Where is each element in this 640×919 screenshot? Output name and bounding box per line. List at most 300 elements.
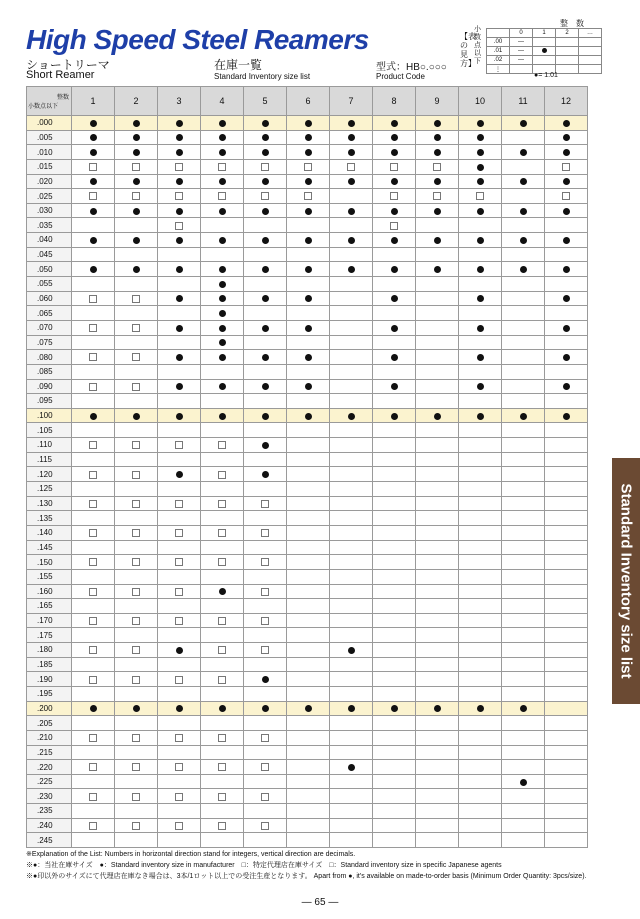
- agent-stock-square: [175, 588, 183, 596]
- grid-cell: [459, 247, 502, 262]
- in-stock-dot: [305, 705, 312, 712]
- agent-stock-square: [89, 192, 97, 200]
- agent-stock-square: [132, 617, 140, 625]
- agent-stock-square: [218, 500, 226, 508]
- row-label: .215: [27, 745, 72, 760]
- grid-cell: [72, 452, 115, 467]
- grid-cell: [330, 482, 373, 497]
- grid-cell: [545, 657, 588, 672]
- in-stock-dot: [262, 149, 269, 156]
- agent-stock-square: [89, 383, 97, 391]
- in-stock-dot: [434, 178, 441, 185]
- grid-cell: [72, 438, 115, 453]
- grid-cell: [158, 320, 201, 335]
- grid-cell: [330, 218, 373, 233]
- in-stock-dot: [262, 383, 269, 390]
- grid-cell: [545, 116, 588, 131]
- table-row: [27, 613, 588, 628]
- grid-cell: [72, 774, 115, 789]
- grid-cell: [502, 203, 545, 218]
- grid-cell: [502, 262, 545, 277]
- grid-cell: [72, 467, 115, 482]
- grid-cell: [244, 730, 287, 745]
- row-label: .185: [27, 657, 72, 672]
- in-stock-dot: [305, 266, 312, 273]
- grid-cell: [158, 482, 201, 497]
- grid-cell: [201, 496, 244, 511]
- agent-stock-square: [175, 617, 183, 625]
- grid-cell: [115, 833, 158, 848]
- grid-cell: [244, 203, 287, 218]
- table-row: [27, 174, 588, 189]
- grid-cell: [545, 774, 588, 789]
- agent-stock-square: [132, 441, 140, 449]
- grid-cell: [158, 116, 201, 131]
- grid-cell: [115, 291, 158, 306]
- grid-cell: [416, 701, 459, 716]
- row-label: .020: [27, 174, 72, 189]
- grid-cell: [373, 818, 416, 833]
- grid-cell: [373, 350, 416, 365]
- grid-cell: [201, 525, 244, 540]
- in-stock-dot: [133, 178, 140, 185]
- grid-cell: [115, 745, 158, 760]
- in-stock-dot: [176, 471, 183, 478]
- product-code-en: Product Code: [376, 72, 425, 81]
- column-header: 5: [244, 87, 287, 116]
- grid-cell: [545, 159, 588, 174]
- column-header: 1: [72, 87, 115, 116]
- in-stock-dot: [563, 178, 570, 185]
- in-stock-dot: [90, 178, 97, 185]
- grid-cell: [244, 569, 287, 584]
- grid-cell: [416, 686, 459, 701]
- agent-stock-square: [175, 441, 183, 449]
- grid-cell: [115, 350, 158, 365]
- grid-cell: [287, 760, 330, 775]
- grid-cell: [502, 613, 545, 628]
- grid-cell: [459, 379, 502, 394]
- grid-cell: [72, 247, 115, 262]
- grid-cell: [330, 423, 373, 438]
- grid-cell: [502, 701, 545, 716]
- grid-cell: [416, 379, 459, 394]
- agent-stock-square: [175, 822, 183, 830]
- grid-cell: [158, 247, 201, 262]
- column-header: 4: [201, 87, 244, 116]
- grid-cell: [459, 760, 502, 775]
- row-label: .130: [27, 496, 72, 511]
- in-stock-dot: [348, 208, 355, 215]
- in-stock-dot: [391, 237, 398, 244]
- grid-cell: [72, 745, 115, 760]
- grid-cell: [459, 350, 502, 365]
- grid-cell: [287, 599, 330, 614]
- table-row: [27, 189, 588, 204]
- grid-cell: [115, 189, 158, 204]
- grid-cell: [459, 599, 502, 614]
- grid-cell: [72, 525, 115, 540]
- agent-stock-square: [132, 353, 140, 361]
- grid-cell: [244, 789, 287, 804]
- grid-cell: [373, 730, 416, 745]
- agent-stock-square: [261, 192, 269, 200]
- grid-cell: [373, 423, 416, 438]
- grid-cell: [244, 701, 287, 716]
- in-stock-dot: [219, 237, 226, 244]
- in-stock-dot: [219, 134, 226, 141]
- in-stock-dot: [477, 178, 484, 185]
- column-header: 7: [330, 87, 373, 116]
- in-stock-dot: [477, 120, 484, 127]
- grid-cell: [72, 540, 115, 555]
- grid-cell: [244, 130, 287, 145]
- grid-cell: [244, 760, 287, 775]
- grid-cell: [330, 804, 373, 819]
- in-stock-dot: [219, 149, 226, 156]
- grid-cell: [502, 686, 545, 701]
- grid-cell: [115, 174, 158, 189]
- in-stock-dot: [520, 178, 527, 185]
- agent-stock-square: [132, 471, 140, 479]
- row-label: .050: [27, 262, 72, 277]
- in-stock-dot: [305, 178, 312, 185]
- grid-cell: [115, 218, 158, 233]
- grid-cell: [115, 701, 158, 716]
- grid-cell: [459, 277, 502, 292]
- in-stock-dot: [348, 413, 355, 420]
- grid-cell: [330, 599, 373, 614]
- grid-cell: [416, 628, 459, 643]
- in-stock-dot: [391, 149, 398, 156]
- grid-cell: [244, 628, 287, 643]
- grid-cell: [330, 511, 373, 526]
- grid-cell: [545, 599, 588, 614]
- grid-cell: [201, 701, 244, 716]
- table-row: [27, 730, 588, 745]
- grid-cell: [373, 233, 416, 248]
- grid-cell: [72, 320, 115, 335]
- in-stock-dot: [176, 237, 183, 244]
- row-label: .075: [27, 335, 72, 350]
- grid-cell: [502, 335, 545, 350]
- agent-stock-square: [261, 529, 269, 537]
- grid-cell: [72, 833, 115, 848]
- table-row: [27, 159, 588, 174]
- grid-cell: [459, 511, 502, 526]
- grid-cell: [115, 203, 158, 218]
- grid-cell: [416, 643, 459, 658]
- grid-cell: [545, 833, 588, 848]
- agent-stock-square: [261, 793, 269, 801]
- grid-cell: [158, 569, 201, 584]
- grid-cell: [158, 379, 201, 394]
- grid-cell: [459, 628, 502, 643]
- grid-cell: [330, 350, 373, 365]
- grid-cell: [330, 277, 373, 292]
- grid-cell: [158, 555, 201, 570]
- grid-cell: [373, 277, 416, 292]
- grid-cell: [287, 657, 330, 672]
- grid-cell: [330, 686, 373, 701]
- grid-cell: [502, 833, 545, 848]
- agent-stock-square: [89, 353, 97, 361]
- grid-cell: [158, 701, 201, 716]
- legend-example: ●= 1.01: [534, 72, 558, 79]
- grid-cell: [416, 364, 459, 379]
- grid-cell: [201, 540, 244, 555]
- grid-cell: [459, 569, 502, 584]
- grid-cell: [287, 408, 330, 423]
- grid-cell: [545, 189, 588, 204]
- grid-cell: [373, 833, 416, 848]
- grid-cell: [244, 540, 287, 555]
- table-row: [27, 599, 588, 614]
- grid-cell: [545, 350, 588, 365]
- grid-cell: [287, 569, 330, 584]
- agent-stock-square: [261, 163, 269, 171]
- grid-cell: [545, 496, 588, 511]
- grid-cell: [416, 189, 459, 204]
- grid-cell: [244, 174, 287, 189]
- grid-cell: [502, 116, 545, 131]
- grid-cell: [502, 555, 545, 570]
- in-stock-dot: [219, 705, 226, 712]
- grid-cell: [373, 540, 416, 555]
- grid-cell: [373, 247, 416, 262]
- grid-cell: [459, 818, 502, 833]
- grid-cell: [72, 555, 115, 570]
- grid-cell: [502, 452, 545, 467]
- grid-cell: [502, 350, 545, 365]
- grid-cell: [459, 540, 502, 555]
- grid-cell: [115, 540, 158, 555]
- grid-cell: [330, 320, 373, 335]
- table-row: [27, 745, 588, 760]
- grid-cell: [502, 145, 545, 160]
- grid-cell: [287, 584, 330, 599]
- grid-cell: [287, 789, 330, 804]
- in-stock-dot: [477, 413, 484, 420]
- in-stock-dot: [90, 134, 97, 141]
- grid-cell: [201, 628, 244, 643]
- grid-cell: [373, 496, 416, 511]
- grid-cell: [287, 335, 330, 350]
- grid-cell: [545, 306, 588, 321]
- grid-cell: [459, 525, 502, 540]
- in-stock-dot: [176, 354, 183, 361]
- agent-stock-square: [218, 163, 226, 171]
- agent-stock-square: [132, 529, 140, 537]
- grid-cell: [545, 277, 588, 292]
- grid-cell: [373, 804, 416, 819]
- in-stock-dot: [391, 208, 398, 215]
- in-stock-dot: [133, 208, 140, 215]
- in-stock-dot: [305, 237, 312, 244]
- grid-cell: [201, 511, 244, 526]
- grid-cell: [287, 130, 330, 145]
- grid-cell: [244, 716, 287, 731]
- grid-cell: [158, 335, 201, 350]
- row-label: .035: [27, 218, 72, 233]
- agent-stock-square: [218, 529, 226, 537]
- agent-stock-square: [218, 471, 226, 479]
- grid-cell: [330, 189, 373, 204]
- grid-cell: [72, 203, 115, 218]
- in-stock-dot: [176, 383, 183, 390]
- grid-cell: [373, 438, 416, 453]
- grid-cell: [373, 291, 416, 306]
- grid-cell: [330, 306, 373, 321]
- grid-cell: [201, 130, 244, 145]
- grid-cell: [459, 116, 502, 131]
- grid-cell: [545, 438, 588, 453]
- grid-cell: [502, 716, 545, 731]
- grid-cell: [115, 247, 158, 262]
- in-stock-dot: [262, 354, 269, 361]
- in-stock-dot: [219, 208, 226, 215]
- grid-cell: [545, 804, 588, 819]
- in-stock-dot: [219, 266, 226, 273]
- grid-cell: [416, 599, 459, 614]
- grid-cell: [330, 247, 373, 262]
- grid-cell: [502, 233, 545, 248]
- grid-cell: [201, 159, 244, 174]
- grid-cell: [416, 408, 459, 423]
- in-stock-dot: [219, 339, 226, 346]
- row-label: .155: [27, 569, 72, 584]
- agent-stock-square: [89, 646, 97, 654]
- grid-cell: [158, 716, 201, 731]
- agent-stock-square: [89, 441, 97, 449]
- grid-cell: [115, 569, 158, 584]
- in-stock-dot: [563, 266, 570, 273]
- in-stock-dot: [391, 295, 398, 302]
- grid-cell: [416, 482, 459, 497]
- grid-cell: [459, 584, 502, 599]
- grid-cell: [502, 364, 545, 379]
- grid-cell: [158, 599, 201, 614]
- grid-cell: [545, 686, 588, 701]
- in-stock-dot: [391, 354, 398, 361]
- grid-cell: [502, 423, 545, 438]
- grid-cell: [201, 599, 244, 614]
- grid-cell: [502, 496, 545, 511]
- in-stock-dot: [262, 676, 269, 683]
- table-row: [27, 540, 588, 555]
- grid-cell: [459, 364, 502, 379]
- grid-cell: [373, 701, 416, 716]
- in-stock-dot: [434, 134, 441, 141]
- grid-cell: [72, 350, 115, 365]
- in-stock-dot: [219, 310, 226, 317]
- grid-cell: [416, 233, 459, 248]
- grid-cell: [158, 672, 201, 687]
- agent-stock-square: [89, 163, 97, 171]
- agent-stock-square: [261, 822, 269, 830]
- table-row: [27, 760, 588, 775]
- grid-cell: [416, 818, 459, 833]
- in-stock-dot: [305, 325, 312, 332]
- grid-cell: [287, 247, 330, 262]
- in-stock-dot: [262, 471, 269, 478]
- agent-stock-square: [132, 383, 140, 391]
- table-row: [27, 496, 588, 511]
- in-stock-dot: [305, 120, 312, 127]
- in-stock-dot: [219, 178, 226, 185]
- row-label: .150: [27, 555, 72, 570]
- agent-stock-square: [175, 500, 183, 508]
- table-row: [27, 394, 588, 409]
- grid-cell: [416, 789, 459, 804]
- row-label: .195: [27, 686, 72, 701]
- grid-cell: [459, 730, 502, 745]
- product-name-en: Short Reamer: [26, 69, 95, 81]
- in-stock-dot: [434, 149, 441, 156]
- grid-cell: [459, 335, 502, 350]
- grid-cell: [330, 467, 373, 482]
- inventory-grid: [26, 86, 588, 848]
- grid-cell: [330, 116, 373, 131]
- agent-stock-square: [89, 588, 97, 596]
- grid-cell: [330, 379, 373, 394]
- agent-stock-square: [218, 676, 226, 684]
- agent-stock-square: [175, 529, 183, 537]
- grid-cell: [72, 145, 115, 160]
- grid-cell: [545, 482, 588, 497]
- grid-cell: [502, 569, 545, 584]
- grid-cell: [502, 320, 545, 335]
- note-line: ※●印以外のサイズにて代理店在庫なき場合は、3本/1ロット以上での受注生産となります。 Apart from ●, it's available on made-to-order basis (Minimum Order Quantity: 3pcs/size).: [26, 873, 587, 880]
- grid-cell: [201, 467, 244, 482]
- grid-cell: [287, 233, 330, 248]
- table-row: [27, 116, 588, 131]
- in-stock-dot: [348, 178, 355, 185]
- grid-cell: [287, 350, 330, 365]
- grid-cell: [545, 394, 588, 409]
- grid-cell: [502, 306, 545, 321]
- grid-cell: [459, 423, 502, 438]
- grid-cell: [287, 189, 330, 204]
- in-stock-dot: [563, 149, 570, 156]
- grid-cell: [459, 233, 502, 248]
- grid-cell: [72, 818, 115, 833]
- grid-cell: [373, 320, 416, 335]
- agent-stock-square: [132, 588, 140, 596]
- grid-cell: [330, 262, 373, 277]
- grid-cell: [115, 672, 158, 687]
- grid-cell: [115, 730, 158, 745]
- in-stock-dot: [262, 442, 269, 449]
- grid-cell: [115, 306, 158, 321]
- legend-table: 0 1 2 … .00 — .01 — .02 — ⋮: [486, 28, 602, 74]
- grid-cell: [287, 159, 330, 174]
- row-label: .180: [27, 643, 72, 658]
- grid-cell: [373, 467, 416, 482]
- in-stock-dot: [563, 120, 570, 127]
- column-header: 6: [287, 87, 330, 116]
- in-stock-dot: [176, 208, 183, 215]
- in-stock-dot: [133, 120, 140, 127]
- grid-cell: [330, 833, 373, 848]
- grid-cell: [244, 467, 287, 482]
- grid-cell: [244, 277, 287, 292]
- grid-cell: [373, 452, 416, 467]
- row-label: .170: [27, 613, 72, 628]
- grid-cell: [201, 394, 244, 409]
- grid-cell: [115, 657, 158, 672]
- grid-cell: [287, 452, 330, 467]
